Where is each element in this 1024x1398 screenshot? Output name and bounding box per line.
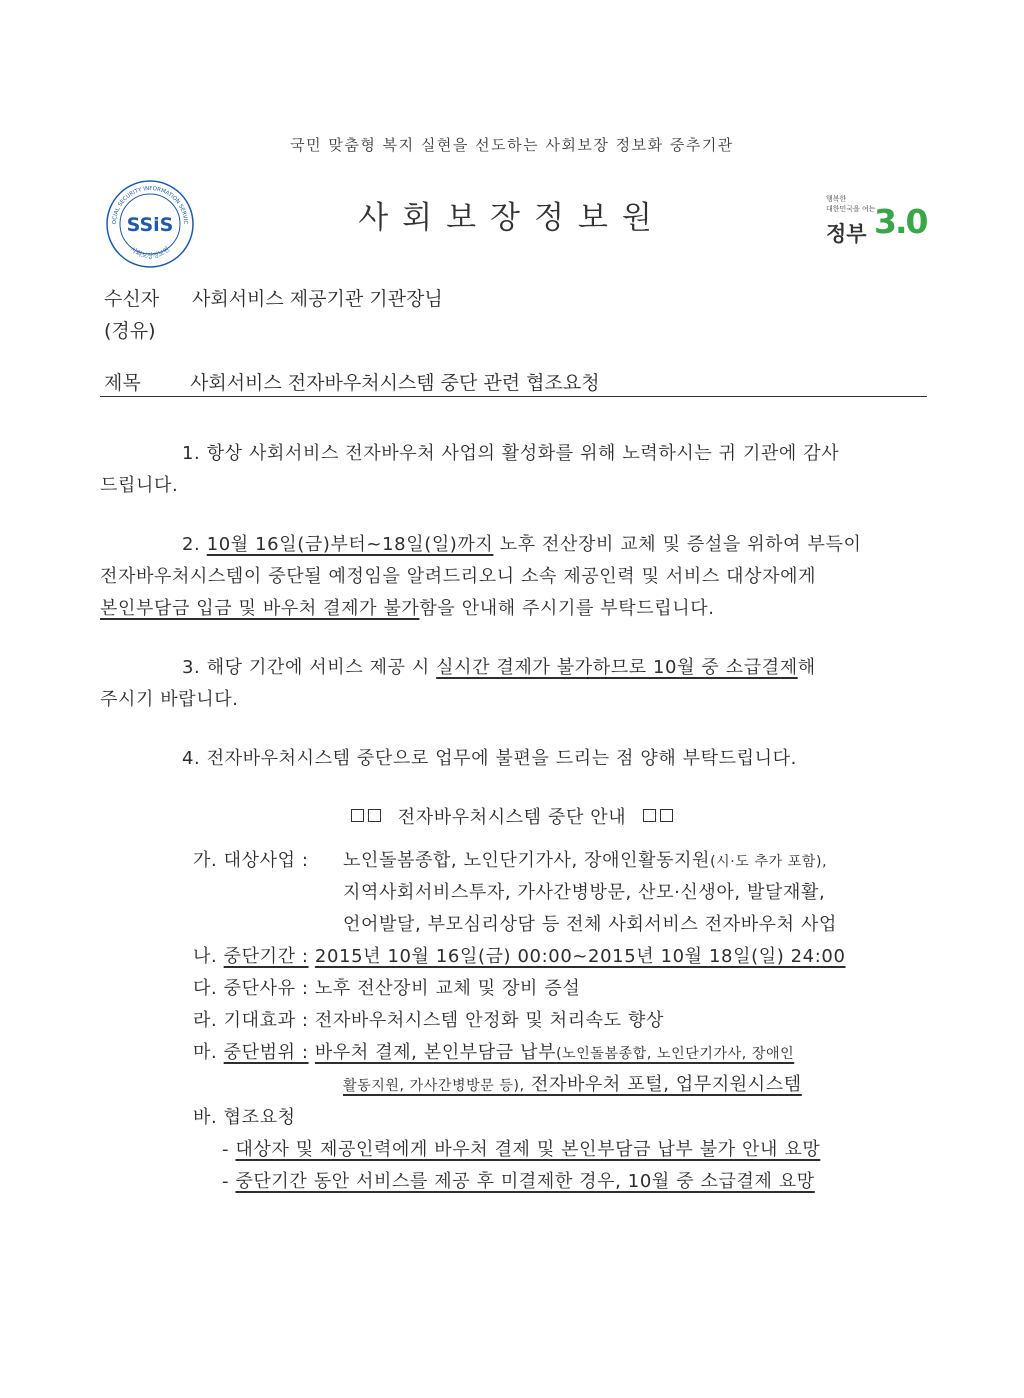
paragraph-4: 4. 전자바우처시스템 중단으로 업무에 불편을 드리는 점 양해 부탁드립니다. bbox=[182, 748, 797, 769]
paragraph-2-line-2: 전자바우처시스템이 중단될 예정임을 알려드리오니 소속 제공인력 및 서비스 대상자에게 bbox=[100, 566, 817, 587]
item-ma-line-1: 마. 중단범위 : 바우처 결제, 본인부담금 납부(노인돌봄종합, 노인단기가사, 장애인 bbox=[193, 1042, 795, 1063]
org-name: 사회보장정보원 bbox=[358, 200, 666, 236]
gov-logo-line1: 행복한 bbox=[826, 195, 847, 203]
paragraph-1-line-1: 1. 항상 사회서비스 전자바우처 사업의 활성화를 위해 노력하시는 귀 기관에 감사 bbox=[182, 443, 840, 464]
paragraph-2-dates: 10월 16일(금)부터~18일(일)까지 bbox=[206, 534, 494, 555]
subject-value: 사회서비스 전자바우처시스템 중단 관련 협조요청 bbox=[190, 372, 600, 394]
item-da: 다. 중단사유 : 노후 전산장비 교체 및 장비 증설 bbox=[193, 978, 581, 999]
item-ma-line-2: 활동지원, 가사간병방문 등), 전자바우처 포털, 업무지원시스템 bbox=[343, 1074, 802, 1095]
paragraph-2-line-3: 본인부담금 입금 및 바우처 결제가 불가함을 안내해 주시기를 부탁드립니다. bbox=[100, 598, 715, 619]
gov-logo-line2: 대한민국을 여는 bbox=[826, 205, 876, 213]
paragraph-2-emphasis: 본인부담금 입금 및 바우처 결제가 불가 bbox=[100, 598, 420, 619]
ssis-ring-top-text: OCIAL SECURITY INFORMATION SERVIC bbox=[111, 185, 189, 225]
item-ra: 라. 기대효과 : 전자바우처시스템 안정화 및 처리속도 향상 bbox=[193, 1010, 664, 1031]
item-na-value: 2015년 10월 16일(금) 00:00~2015년 10월 18일(일) 24:00 bbox=[314, 946, 846, 967]
paragraph-3-line-2: 주시기 바랍니다. bbox=[100, 689, 239, 710]
subject-divider bbox=[100, 396, 927, 397]
government-3-0-logo bbox=[822, 190, 932, 250]
via-label: (경유) bbox=[104, 320, 156, 342]
notice-title: 전자바우처시스템 중단 안내 bbox=[0, 803, 1024, 829]
subject-label: 제목 bbox=[104, 372, 141, 394]
square-icon bbox=[351, 809, 364, 822]
square-icon bbox=[368, 809, 381, 822]
paragraph-3-line-1: 3. 해당 기간에 서비스 제공 시 실시간 결제가 불가하므로 10월 중 소급결제해 bbox=[182, 657, 816, 678]
item-ba-request-2: - 중단기간 동안 서비스를 제공 후 미결제한 경우, 10월 중 소급결제 요망 bbox=[222, 1171, 815, 1192]
recipient-value: 사회서비스 제공기관 기관장님 bbox=[192, 288, 443, 310]
item-ba-request-1: - 대상자 및 제공인력에게 바우처 결제 및 본인부담금 납부 불가 안내 요망 bbox=[222, 1139, 821, 1160]
paragraph-3-emphasis: 실시간 결제가 불가하므로 10월 중 소급결제 bbox=[436, 657, 798, 678]
item-na: 나. 중단기간 : 2015년 10월 16일(금) 00:00~2015년 10월 18일(일) 24:00 bbox=[193, 946, 846, 967]
ssis-ring-bottom-text: 사회보장정보원 bbox=[128, 245, 172, 260]
paragraph-1-line-2: 드립니다. bbox=[100, 475, 179, 496]
item-ga-value-3: 언어발달, 부모심리상담 등 전체 사회서비스 전자바우처 사업 bbox=[343, 914, 837, 935]
gov-logo-word: 정부 bbox=[826, 222, 867, 246]
square-icon bbox=[643, 809, 656, 822]
item-ba: 바. 협조요청 bbox=[193, 1107, 296, 1128]
item-ga-label: 가. 대상사업 : bbox=[193, 850, 309, 871]
item-ga-value-2: 지역사회서비스투자, 가사간병방문, 산모·신생아, 발달재활, bbox=[343, 882, 826, 903]
item-ga-value-1: 노인돌봄종합, 노인단기가사, 장애인활동지원(시·도 추가 포함), bbox=[343, 850, 828, 871]
recipient-label: 수신자 bbox=[104, 288, 160, 310]
slogan: 국민 맞춤형 복지 실현을 선도하는 사회보장 정보화 중추기관 bbox=[290, 136, 734, 154]
square-icon bbox=[660, 809, 673, 822]
ssis-logo-text: SSiS bbox=[126, 214, 174, 236]
paragraph-2-line-1: 2. 10월 16일(금)부터~18일(일)까지 노후 전산장비 교체 및 증설을 위하여 부득이 bbox=[182, 534, 862, 555]
gov-logo-version: 3.0 bbox=[874, 202, 927, 241]
